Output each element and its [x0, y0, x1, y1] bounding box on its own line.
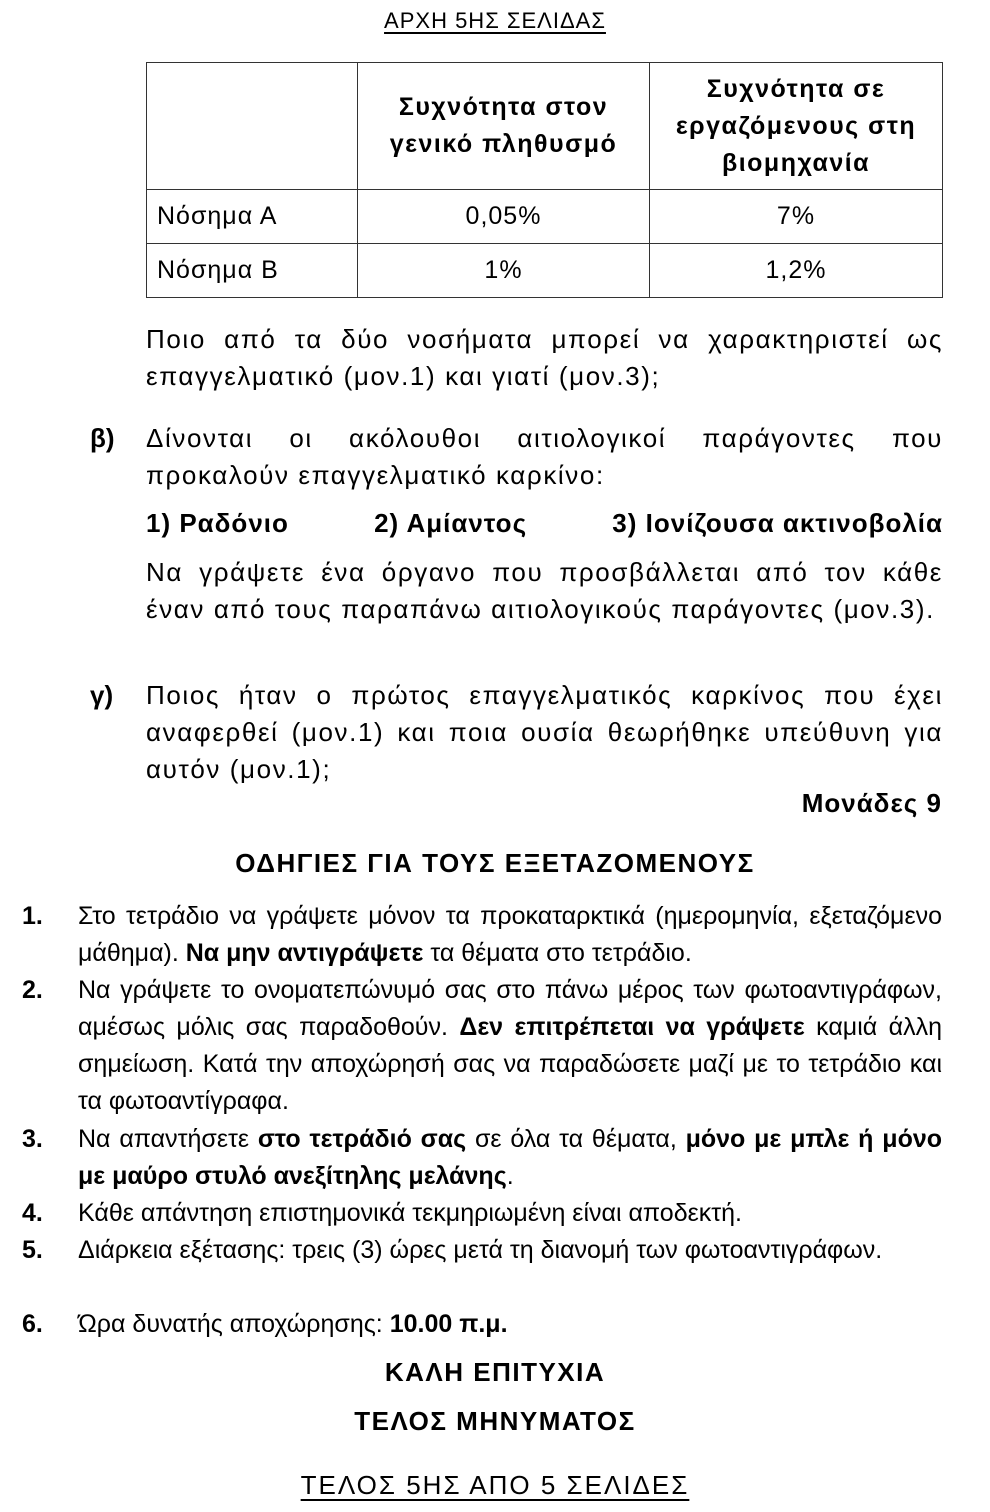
text-part: Κάθε απάντηση επιστημονικά τεκμηριωμένη είναι αποδεκτή. — [78, 1199, 743, 1227]
text-part-bold: μόνο με μπλε ή μόνο με μαύρο στυλό ανεξίτηλης μελάνης — [78, 1125, 943, 1190]
instruction-number: 3. — [22, 1125, 43, 1153]
row-label: Νόσημα Β — [147, 244, 358, 298]
instruction-item — [22, 1121, 942, 1195]
instruction-text — [78, 898, 942, 972]
end-message: ΤΕΛΟΣ ΜΗΝΥΜΑΤΟΣ — [354, 1406, 636, 1436]
text-part: Στο τετράδιο να γράψετε μόνον τα προκαταρκτικά (ημερομηνία, εξεταζόμενο μάθημα). — [78, 902, 942, 967]
text-part-bold: Δεν επιτρέπεται να γράψετε — [459, 1013, 805, 1041]
page-header — [0, 8, 990, 34]
text-part: σε όλα τα θέματα, — [466, 1125, 686, 1153]
text-part: Να γράψετε το ονοματεπώνυμό σας στο πάνω μέρος των φωτοαντιγράφων, αμέσως μόλις σας παραδοθούν. — [78, 976, 942, 1041]
text-part: καμιά άλλη σημείωση. Κατά την αποχώρησή σας να παραδώσετε μαζί με το τετράδιο και τα φωτοαντίγραφα. — [78, 1013, 943, 1115]
instruction-item — [22, 1306, 942, 1343]
instruction-number: 5. — [22, 1236, 43, 1264]
table-row — [147, 190, 943, 244]
instruction-number: 4. — [22, 1199, 43, 1227]
table-header-industry: Συχνότητα σε εργαζόμενους στη βιομηχανία — [650, 63, 943, 190]
row-label: Νόσημα Α — [147, 190, 358, 244]
text-part: . — [506, 1162, 514, 1190]
page-footer — [0, 1470, 990, 1501]
cell-industry: 7% — [650, 190, 943, 244]
text-part: Ώρα δυνατής αποχώρησης: — [78, 1310, 390, 1338]
table-header-general: Συχνότητα στον γενικό πληθυσμό — [358, 63, 650, 190]
instruction-item — [22, 1195, 942, 1232]
instruction-text — [78, 972, 942, 1120]
instruction-text — [78, 1195, 942, 1232]
table-header-empty — [147, 63, 358, 190]
instruction-number: 6. — [22, 1310, 43, 1338]
instruction-text — [78, 1121, 942, 1195]
instruction-text — [78, 1232, 942, 1269]
cause-item: 1) Ραδόνιο — [146, 508, 289, 538]
instruction-item — [22, 972, 942, 1120]
question-c-marker: γ) — [90, 680, 114, 710]
instruction-item — [22, 1232, 942, 1269]
cause-item: 3) Ιονίζουσα ακτινοβολία — [612, 508, 943, 538]
cell-industry: 1,2% — [650, 244, 943, 298]
text-part-bold: Να μην αντιγράψετε — [185, 939, 424, 967]
text-part: Να απαντήσετε — [78, 1125, 258, 1153]
text-part-bold: στο τετράδιό σας — [257, 1125, 467, 1153]
causes-list — [146, 505, 943, 542]
instructions-title: ΟΔΗΓΙΕΣ ΓΙΑ ΤΟΥΣ ΕΞΕΤΑΖΟΜΕΝΟΥΣ — [235, 848, 755, 878]
points-label: Μονάδες 9 — [801, 788, 942, 818]
instruction-text — [78, 1306, 942, 1343]
text-part: τα θέματα στο τετράδιο. — [423, 939, 692, 967]
question-a-text: Ποιο από τα δύο νοσήματα μπορεί να χαρακτηριστεί ως επαγγελματικό (μον.1) και γιατί (μον.3); — [146, 324, 943, 391]
question-c-text: Ποιος ήταν ο πρώτος επαγγελματικός καρκίνος που έχει αναφερθεί (μον.1) και ποια ουσία θεωρήθηκε υπεύθυνη για αυτόν (μον.1); — [146, 680, 943, 784]
question-b-intro: Δίνονται οι ακόλουθοι αιτιολογικοί παράγοντες που προκαλούν επαγγελματικό καρκίνο: — [146, 423, 943, 490]
question-b-marker: β) — [90, 423, 115, 453]
cell-general: 1% — [358, 244, 650, 298]
instruction-number: 1. — [22, 902, 43, 930]
table-row — [147, 244, 943, 298]
table-header-row — [147, 63, 943, 190]
instruction-number: 2. — [22, 976, 43, 1004]
question-b-task: Να γράψετε ένα όργανο που προσβάλλεται από τον κάθε έναν από τους παραπάνω αιτιολογικούς παράγοντες (μον.3). — [146, 557, 943, 624]
page-end-label: ΤΕΛΟΣ 5ΗΣ ΑΠΟ 5 ΣΕΛΙΔΕΣ — [300, 1470, 690, 1500]
good-luck: ΚΑΛΗ ΕΠΙΤΥΧΙΑ — [384, 1357, 606, 1387]
text-part-bold: 10.00 π.μ. — [389, 1310, 508, 1338]
instruction-item — [22, 898, 942, 972]
page-start-label: ΑΡΧΗ 5ΗΣ ΣΕΛΙΔΑΣ — [384, 8, 606, 33]
cell-general: 0,05% — [358, 190, 650, 244]
frequency-table — [146, 62, 943, 298]
text-part: Διάρκεια εξέτασης: τρεις (3) ώρες μετά τη διανομή των φωτοαντιγράφων. — [78, 1236, 883, 1264]
cause-item: 2) Αμίαντος — [374, 508, 528, 538]
